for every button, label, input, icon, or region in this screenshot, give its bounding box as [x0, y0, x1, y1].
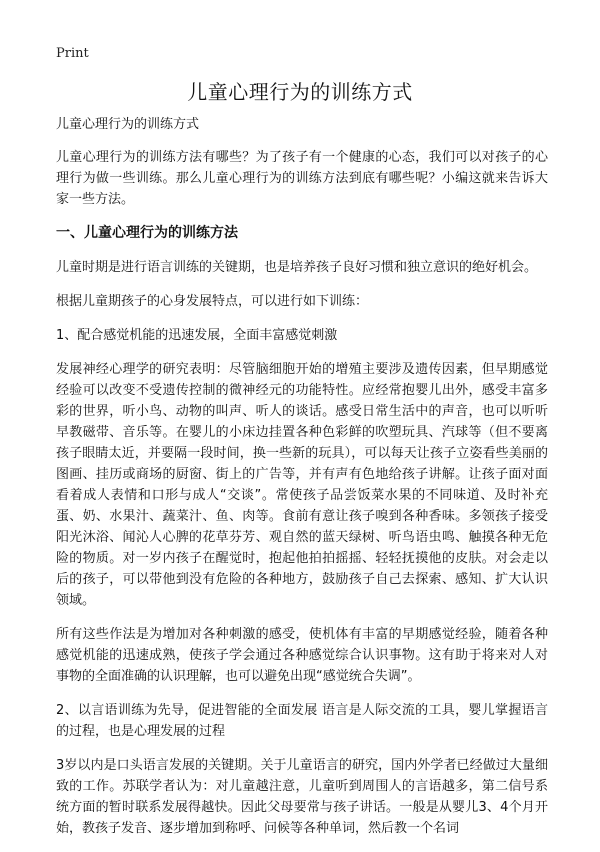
paragraph: 所有这些作法是为增加对各种刺激的感受，使机体有丰富的早期感觉经验，随着各种感觉机能的迅速成熟，使孩子学会通过各种感觉综合认识事物。这有助于将来对人对事物的全面准确的认识理解，也可以避免出现“感觉统合失调”。: [56, 627, 548, 684]
section-heading: 一、儿童心理行为的训练方法: [56, 225, 238, 241]
page-title: 儿童心理行为的训练方式: [187, 80, 413, 104]
intro-paragraph: 儿童心理行为的训练方法有哪些？为了孩子有一个健康的心态，我们可以对孩子的心理行为做一些训练。那么儿童心理行为的训练方法到底有哪些呢？小编这就来告诉大家一些方法。: [56, 150, 548, 207]
paragraph: 儿童时期是进行语言训练的关键期，也是培养孩子良好习惯和独立意识的绝好机会。: [56, 260, 538, 275]
subheading-paragraph: 1、配合感觉机能的迅速发展，全面丰富感觉刺激: [56, 328, 338, 343]
paragraph: 发展神经心理学的研究表明：尽管脑细胞开始的增殖主要涉及遗传因素，但早期感觉经验可以改变不受遗传控制的微神经元的功能特性。应经常抱婴儿出外，感受丰富多彩的世界，听小鸟、动物的叫声、听人的谈话。感受日常生活中的声音，也可以听听早教磁带、音乐等。在婴儿的小床边挂置各种色彩鲜的吹塑玩具、汽球等（但不要离孩子眼睛太近，并要隔一段时间，换一些新的玩具），可以每天让孩子立姿看些美丽的图画、挂历或商场的厨窗、街上的广告等，并有声有色地给孩子讲解。让孩子面对面看着成人表情和口形与成人“交谈”。常使孩子品尝饭菜水果的不同味道、及时补充蛋、奶、水果汁、蔬菜汁、鱼、肉等。食前有意让孩子嗅到各种香味。多领孩子接受阳光沐浴、闻沁人心脾的花草芬芳、观自然的蓝天绿树、听鸟语虫鸣、触摸各种无危险的物质。对一岁内孩子在醒觉时，抱起他拍拍摇摇、轻轻抚摸他的皮肤。对会走以后的孩子，可以带他到没有危险的各种地方，鼓励孩子自己去探索、感知、扩大认识领域。: [56, 362, 548, 608]
article-subtitle: 儿童心理行为的训练方式: [56, 117, 200, 132]
article-body: [56, 114, 548, 852]
print-link[interactable]: Print: [56, 46, 89, 61]
paragraph: 3岁以内是口头语言发展的关键期。关于儿童语言的研究，国内外学者已经做过大量细致的工作。苏联学者认为：对儿童越注意，儿童听到周围人的言语越多，第二信号系统方面的暂时联系发展得越快。因此父母要常与孩子讲话。一般是从婴儿3、4个月开始，教孩子发音、逐步增加到称呼、问候等各种单词，然后教一个名词: [56, 758, 548, 836]
subheading-paragraph: 2、以言语训练为先导，促进智能的全面发展 语言是人际交流的工具，婴儿掌握语言的过程，也是心理发展的过程: [56, 703, 548, 739]
paragraph: 根据儿童期孩子的心身发展特点，可以进行如下训练：: [56, 294, 369, 309]
